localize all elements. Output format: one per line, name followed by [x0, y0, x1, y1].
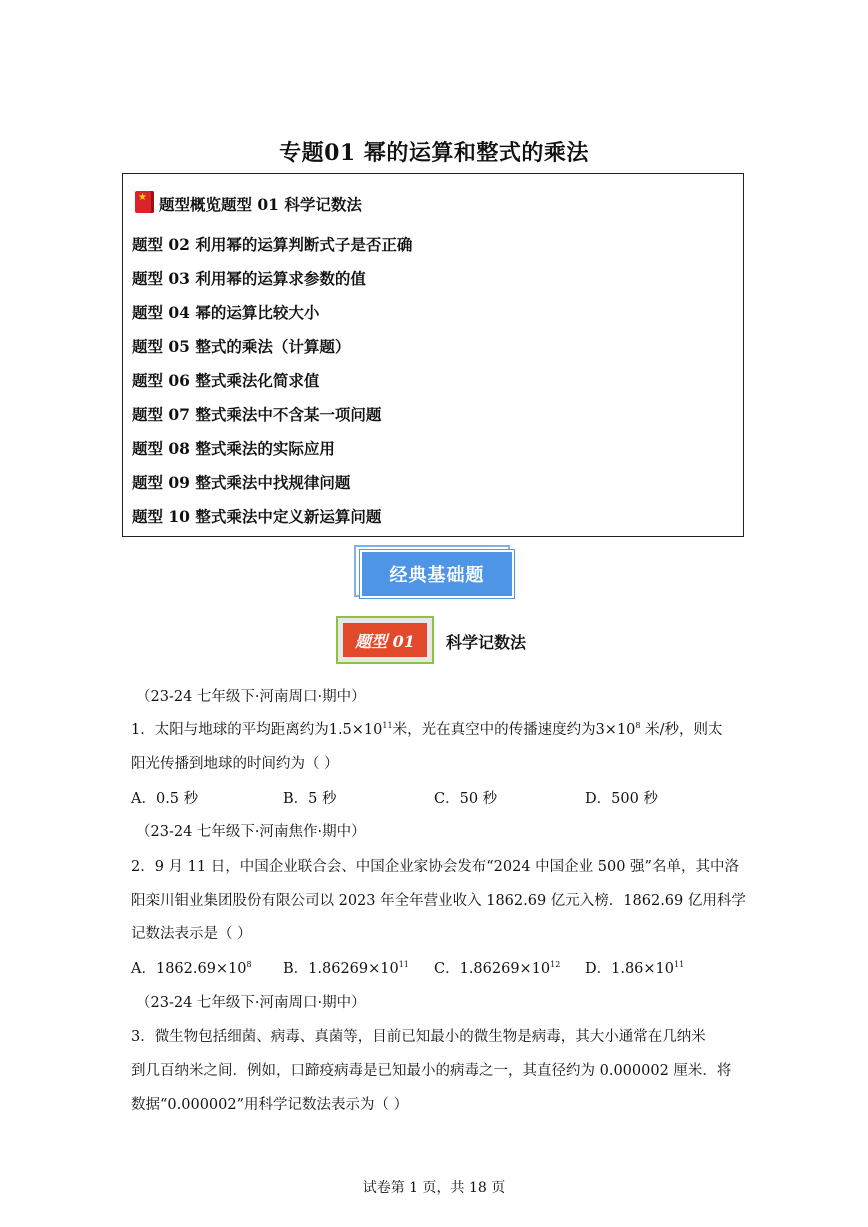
question-text: 数据“0.000002”用科学记数法表示为（ ）	[131, 1097, 409, 1113]
toc-item: 题型 08 整式乘法的实际应用	[132, 439, 335, 458]
toc-item: 题型概览题型 01 科学记数法	[159, 195, 362, 214]
option-d: D．500 秒	[585, 791, 658, 807]
toc-item: 题型 06 整式乘法化简求值	[132, 371, 320, 390]
question-text: 到几百纳米之间．例如，口蹄疫病毒是已知最小的病毒之一，其直径约为 0.000002 厘米．将	[131, 1063, 732, 1079]
option-a: A．0.5 秒	[131, 791, 199, 807]
toc-item: 题型 04 幂的运算比较大小	[132, 303, 320, 322]
tag-label: 题型 01	[343, 623, 427, 657]
question-source: （23-24 七年级下·河南周口·期中）	[136, 995, 366, 1011]
toc-item: 题型 09 整式乘法中找规律问题	[132, 473, 351, 492]
book-icon	[135, 191, 154, 213]
question-text: 记数法表示是（ ）	[131, 926, 252, 942]
question-text: 阳光传播到地球的时间约为（ ）	[131, 756, 339, 772]
question-text: 3．微生物包括细菌、病毒、真菌等，目前已知最小的微生物是病毒，其大小通常在几纳米	[131, 1029, 706, 1045]
page-title: 专题01 幂的运算和整式的乘法	[279, 140, 589, 166]
question-text: 2．9 月 11 日，中国企业联合会、中国企业家协会发布“2024 中国企业 500 强”名单，其中洛	[131, 859, 739, 875]
option-b: B．5 秒	[283, 791, 337, 807]
option-b: B．$1.86269\times 10^{11}$	[283, 960, 409, 977]
question-source: （23-24 七年级下·河南焦作·期中）	[136, 824, 366, 840]
page-footer: 试卷第 1 页，共 18 页	[362, 1180, 506, 1196]
option-a: A．$1862.69\times 10^8$	[131, 960, 252, 977]
toc-item: 题型 02 利用幂的运算判断式子是否正确	[132, 235, 413, 254]
toc-item: 题型 10 整式乘法中定义新运算问题	[132, 507, 382, 526]
toc-item: 题型 03 利用幂的运算求参数的值	[132, 269, 366, 288]
toc-item: 题型 07 整式乘法中不含某一项问题	[132, 405, 382, 424]
section-banner	[354, 545, 514, 601]
section-label: 科学记数法	[446, 633, 527, 652]
question-type-tag	[336, 616, 434, 664]
option-d: D．$1.86\times 10^{11}$	[585, 960, 685, 977]
option-c: C．50 秒	[434, 791, 498, 807]
banner-label: 经典基础题	[360, 550, 514, 598]
toc-item: 题型 05 整式的乘法（计算题）	[132, 337, 351, 356]
question-text: 阳栾川钼业集团股份有限公司以 2023 年全年营业收入 1862.69 亿元入榜．1862.69 亿用科学	[131, 893, 746, 909]
toc-box	[122, 173, 744, 537]
option-c: C．$1.86269\times 10^{12}$	[434, 960, 561, 977]
question-source: （23-24 七年级下·河南周口·期中）	[136, 689, 366, 705]
question-text: 1．太阳与地球的平均距离约为$1.5\times 10^{11}$米，光在真空中的传播速度约为$3\times 10^8$ 米/秒，则太	[131, 721, 723, 738]
